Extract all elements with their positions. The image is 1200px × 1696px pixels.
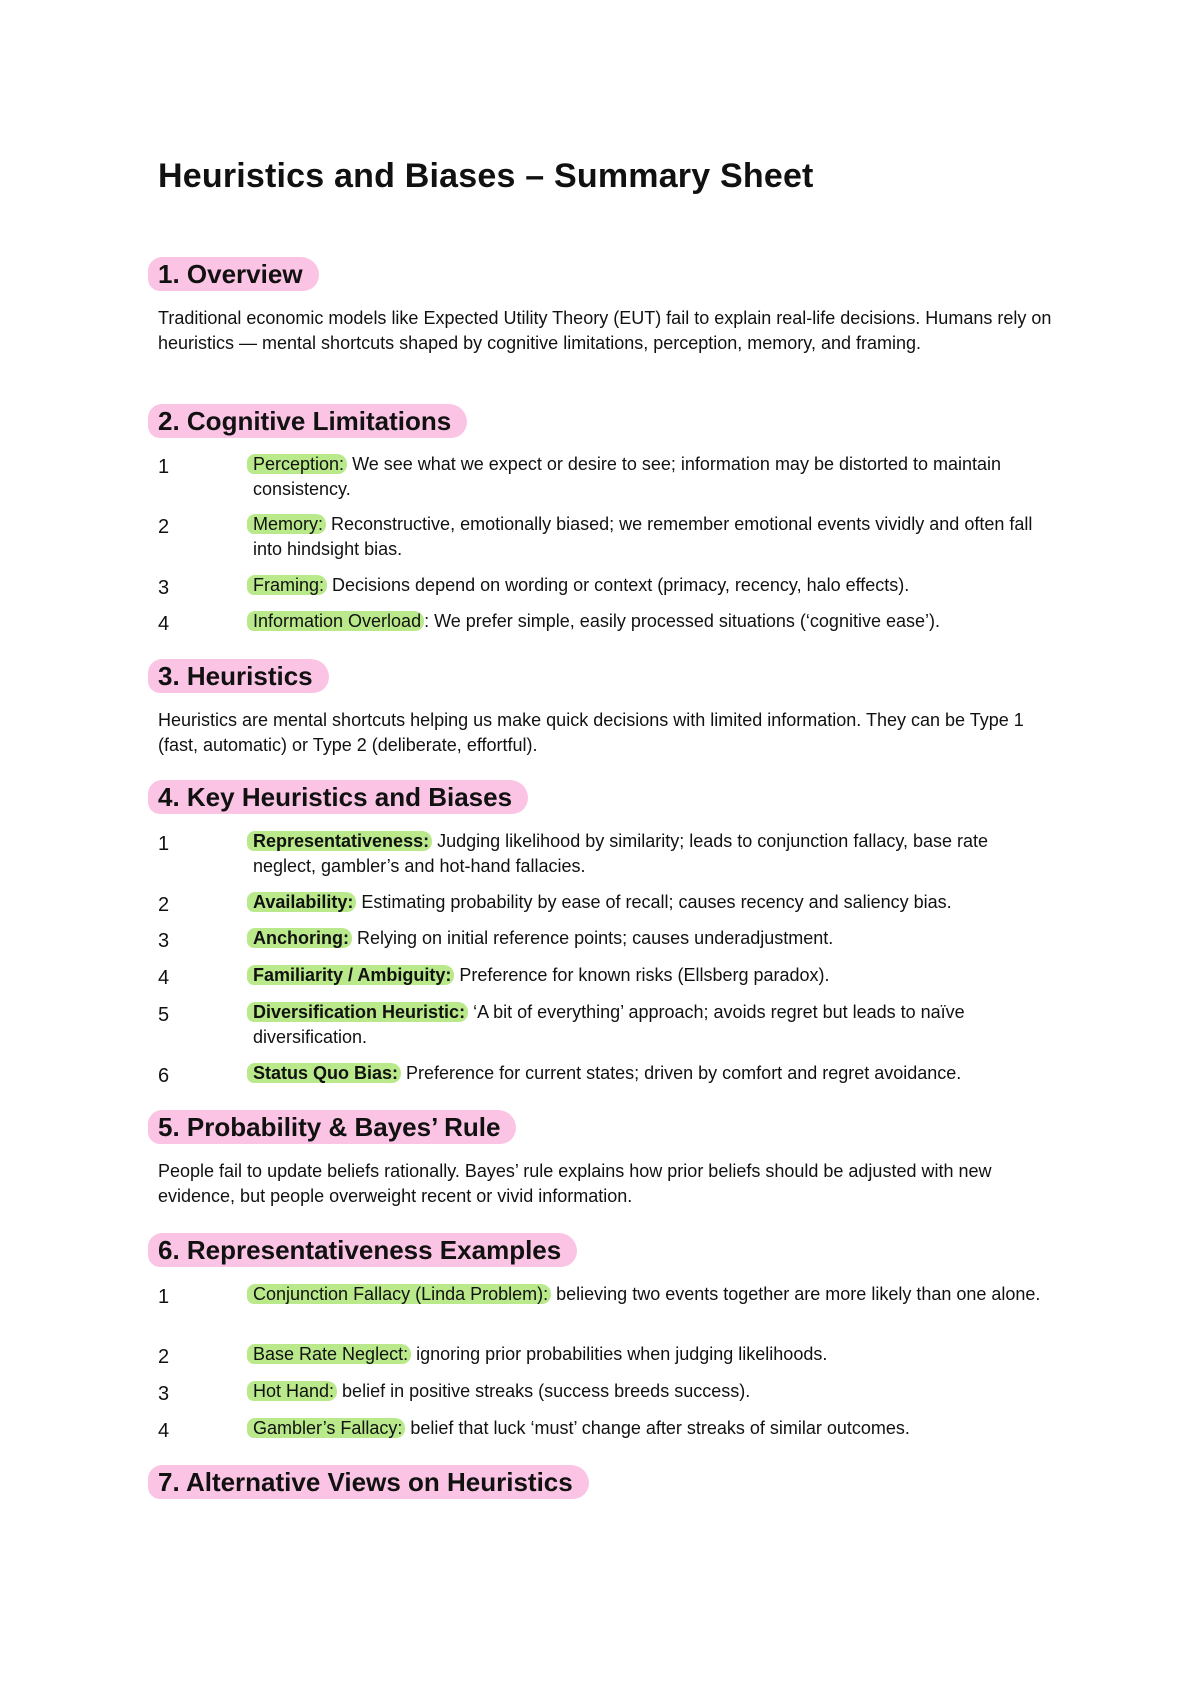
item-number: 4 [158,967,170,989]
item-text: Estimating probability by ease of recall; causes recency and saliency bias. [356,892,952,912]
heading-highlight: 2. Cognitive Limitations [148,404,467,438]
item-text: ‘A bit of everything’ approach; avoids regret but leads to naïve diversification. [253,1002,965,1047]
probability-paragraph: People fail to update beliefs rationally. Bayes’ rule explains how prior beliefs should be adjusted with new evidence, but people overweight recent or vivid information. [158,1161,992,1206]
item-text: believing two events together are more likely than one alone. [551,1284,1041,1304]
item-number: 3 [158,577,170,599]
item-number: 2 [158,894,170,916]
item-text: Decisions depend on wording or context (primacy, recency, halo effects). [327,575,910,595]
section-heading-alternative-views [158,1465,589,1499]
heading-highlight: 3. Heuristics [148,659,329,693]
section-heading-heuristics [158,659,329,693]
heading-highlight: 1. Overview [148,257,319,291]
item-term: Hot Hand: [247,1381,337,1401]
item-text: ignoring prior probabilities when judging likelihoods. [411,1344,828,1364]
item-term: Representativeness: [247,831,432,851]
item-text: Relying on initial reference points; causes underadjustment. [352,928,834,948]
item-text: : We prefer simple, easily processed situations (‘cognitive ease’). [424,611,940,631]
heuristics-paragraph: Heuristics are mental shortcuts helping us make quick decisions with limited information. They can be Type 1 (fast, automatic) or Type 2 (deliberate, effortful). [158,710,1024,755]
item-term: Gambler’s Fallacy: [247,1418,405,1438]
item-number: 4 [158,613,170,635]
item-term: Diversification Heuristic: [247,1002,468,1022]
item-text: Judging likelihood by similarity; leads to conjunction fallacy, base rate neglect, gambler’s and hot-hand fallacies. [253,831,989,876]
item-number: 1 [158,456,170,478]
page-title: Heuristics and Biases – Summary Sheet [158,157,814,195]
item-number: 1 [158,833,170,855]
item-number: 2 [158,1346,170,1368]
item-number: 3 [158,930,170,952]
section-heading-cognitive-limitations [158,404,467,438]
item-number: 4 [158,1420,170,1442]
item-term: Familiarity / Ambiguity: [247,965,454,985]
item-number: 5 [158,1004,170,1026]
item-term: Base Rate Neglect: [247,1344,411,1364]
item-term: Information Overload [247,611,424,631]
item-term: Anchoring: [247,928,352,948]
item-term: Framing: [247,575,327,595]
item-term: Perception: [247,454,347,474]
item-text: belief that luck ‘must’ change after streaks of similar outcomes. [405,1418,910,1438]
item-term: Conjunction Fallacy (Linda Problem): [247,1284,551,1304]
item-number: 2 [158,516,170,538]
item-term: Availability: [247,892,356,912]
section-heading-probability [158,1110,516,1144]
item-text: Preference for known risks (Ellsberg paradox). [454,965,830,985]
item-number: 6 [158,1065,170,1087]
heading-highlight: 7. Alternative Views on Heuristics [148,1465,589,1499]
section-heading-key-heuristics [158,780,528,814]
item-text: Reconstructive, emotionally biased; we remember emotional events vividly and often fall into hindsight bias. [253,514,1033,559]
item-term: Status Quo Bias: [247,1063,401,1083]
item-number: 3 [158,1383,170,1405]
item-text: Preference for current states; driven by comfort and regret avoidance. [401,1063,962,1083]
item-term: Memory: [247,514,326,534]
section-heading-representativeness-examples [158,1233,577,1267]
heading-highlight: 4. Key Heuristics and Biases [148,780,528,814]
item-number: 1 [158,1286,170,1308]
overview-paragraph: Traditional economic models like Expected Utility Theory (EUT) fail to explain real-life decisions. Humans rely on heuristics — mental shortcuts shaped by cognitive limitations, perception, memory, and framing. [158,308,1052,353]
item-text: belief in positive streaks (success breeds success). [337,1381,751,1401]
heading-highlight: 5. Probability & Bayes’ Rule [148,1110,516,1144]
item-text: We see what we expect or desire to see; information may be distorted to maintain consistency. [253,454,1002,499]
section-heading-overview [158,257,319,291]
heading-highlight: 6. Representativeness Examples [148,1233,577,1267]
